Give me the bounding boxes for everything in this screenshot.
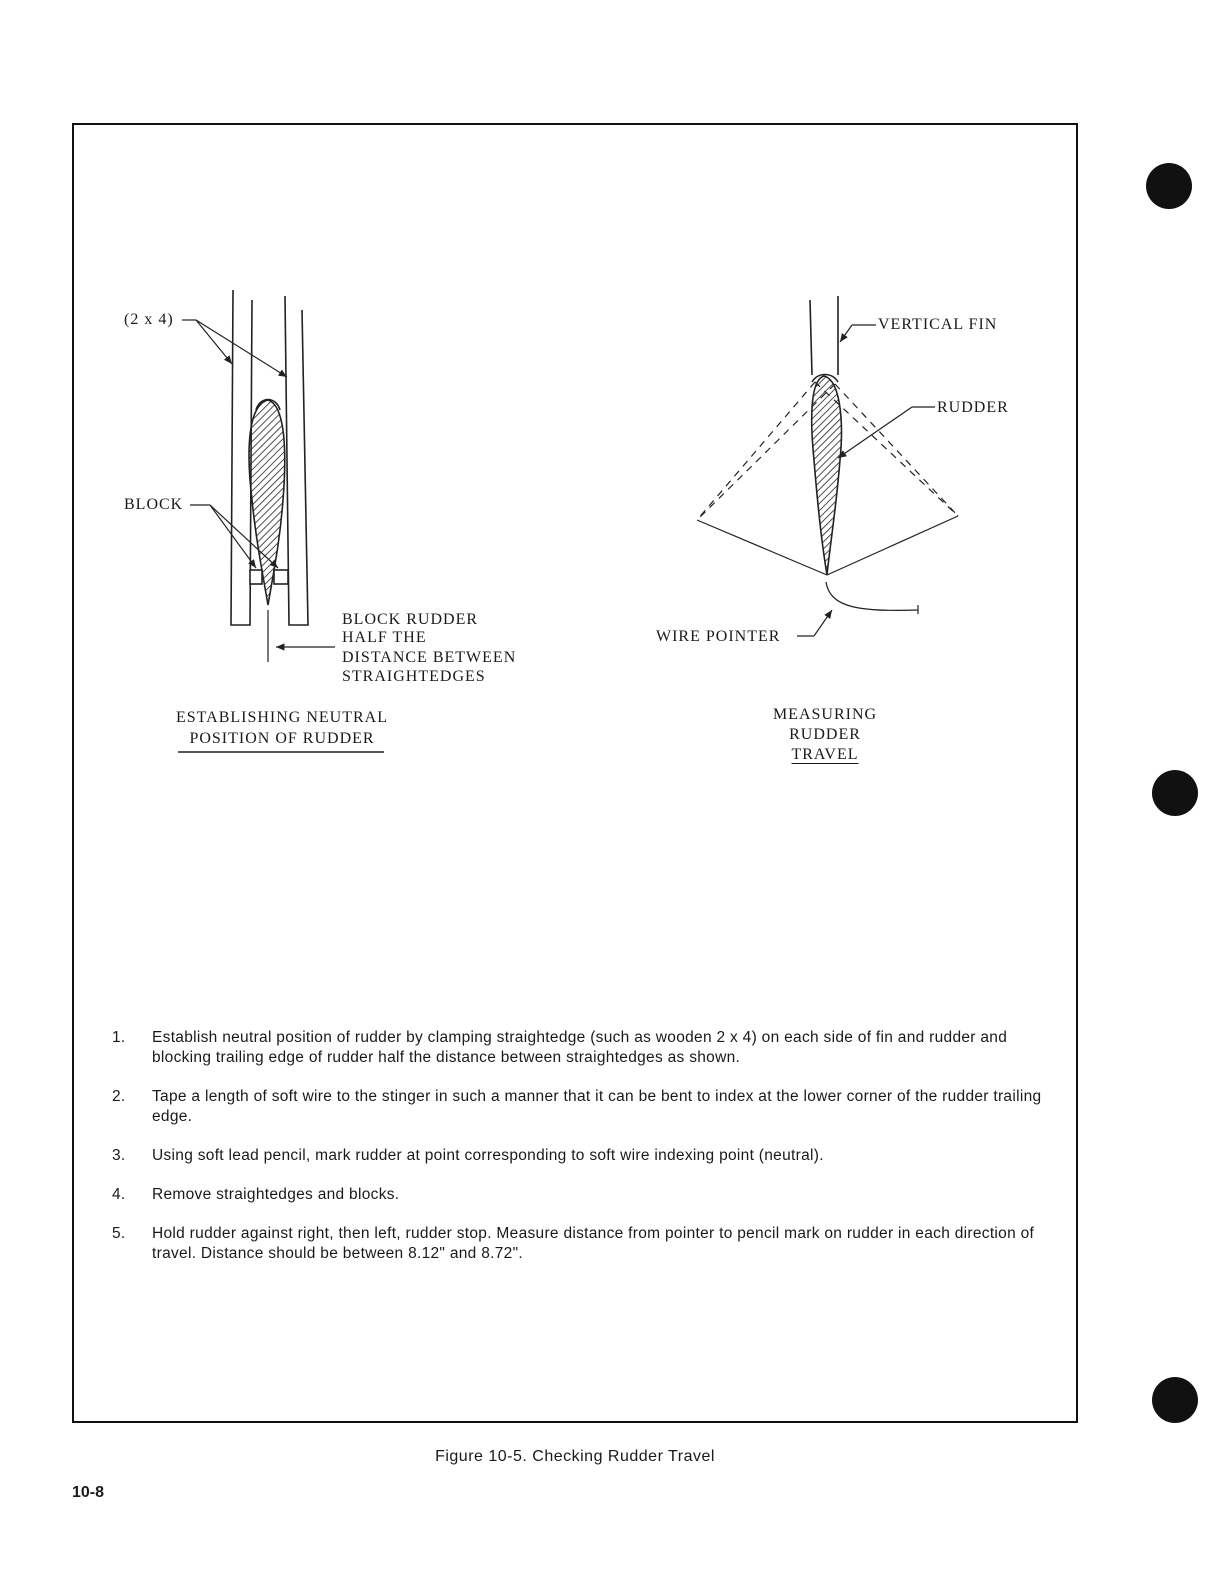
block-note-line2: HALF THE [342, 629, 427, 646]
right-caption-line3: TRAVEL [791, 746, 859, 763]
rudder-travel-diagram [697, 296, 958, 636]
step-item [112, 1224, 1062, 1264]
step-text: Hold rudder against right, then left, rudder stop. Measure distance from pointer to pencil mark on rudder in each direction of travel. Distance should be between 8.12" and 8.72". [152, 1225, 1035, 1262]
figure-caption: Figure 10-5. Checking Rudder Travel [435, 1448, 715, 1465]
procedure-steps [112, 1028, 1062, 1283]
page-number: 10-8 [72, 1484, 105, 1501]
step-number: 1. [112, 1029, 126, 1046]
label-rudder: RUDDER [937, 399, 1009, 416]
block-right [274, 570, 288, 584]
block-left [250, 570, 262, 584]
right-caption-line2: RUDDER [789, 726, 861, 743]
step-item [112, 1028, 1062, 1068]
step-item [112, 1146, 1062, 1166]
rudder-arrow [838, 407, 912, 458]
lumber-arrow-left [196, 320, 232, 364]
wire-pointer [826, 582, 918, 610]
right-caption-line1: MEASURING [772, 706, 878, 723]
step-text: Using soft lead pencil, mark rudder at point corresponding to soft wire indexing point (neutral). [152, 1147, 824, 1164]
step-text: Establish neutral position of rudder by clamping straightedge (such as wooden 2 x 4) on each side of fin and rudder and blocking trailing edge of rudder half the distance between straightedges as shown. [152, 1029, 1008, 1066]
step-number: 4. [112, 1186, 126, 1203]
label-wire-pointer: WIRE POINTER [656, 628, 781, 645]
travel-right [827, 516, 958, 575]
left-caption-line1: ESTABLISHING NEUTRAL [175, 709, 389, 726]
rudder-neutral [812, 376, 842, 575]
step-number: 5. [112, 1225, 126, 1242]
fin-arrow [840, 325, 852, 342]
left-caption-line2: POSITION OF RUDDER [189, 730, 375, 747]
lumber-arrow-right [196, 320, 287, 377]
label-vertical-fin: VERTICAL FIN [878, 316, 998, 333]
step-number: 3. [112, 1147, 126, 1164]
step-item [112, 1185, 1062, 1205]
label-block: BLOCK [124, 496, 184, 513]
step-item [112, 1087, 1062, 1127]
step-text: Remove straightedges and blocks. [152, 1186, 400, 1203]
step-number: 2. [112, 1088, 126, 1105]
pointer-arrow [814, 610, 832, 636]
neutral-position-diagram [182, 290, 335, 662]
block-note-line3: DISTANCE BETWEEN [342, 649, 517, 666]
block-arrow-left [210, 505, 256, 568]
fin-left-edge [810, 300, 812, 375]
label-2x4: (2 x 4) [124, 311, 174, 328]
step-text: Tape a length of soft wire to the stinger in such a manner that it can be bent to index at the lower corner of the rudder trailing edge. [152, 1088, 1042, 1125]
block-note-line4: STRAIGHTEDGES [342, 668, 486, 685]
travel-left [697, 520, 827, 575]
block-note-line1: BLOCK RUDDER [342, 611, 479, 628]
